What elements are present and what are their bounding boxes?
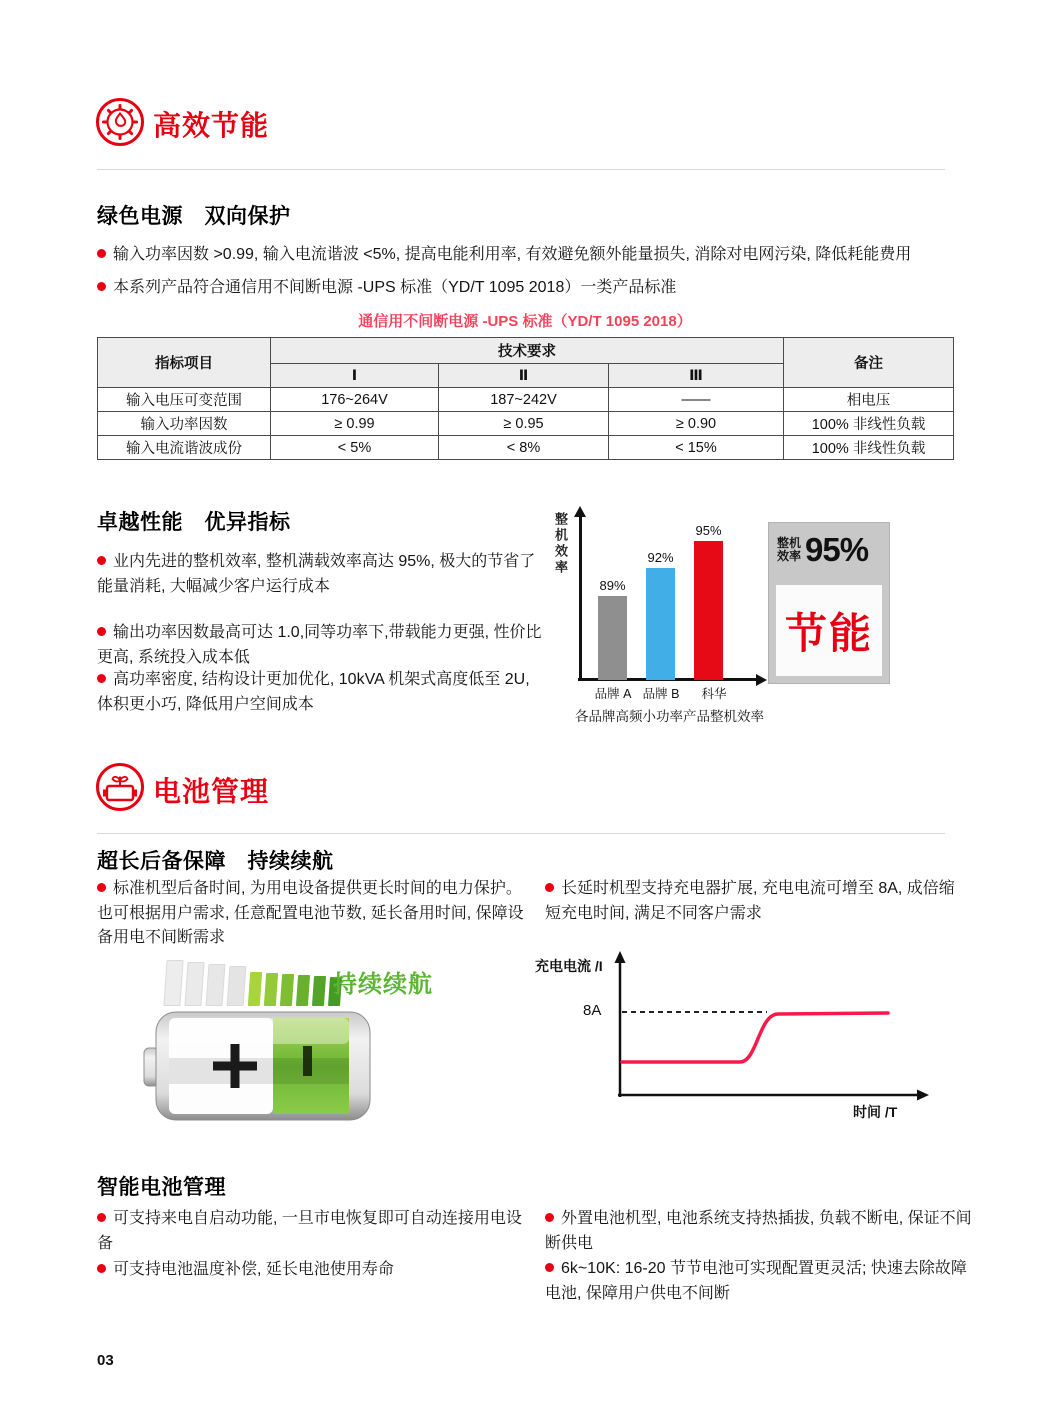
table-row: 输入功率因数 ≥ 0.99 ≥ 0.95 ≥ 0.90 100% 非线性负载 — [98, 412, 954, 436]
badge-panel — [776, 585, 882, 676]
bullet-performance-2: 输出功率因数最高可达 1.0,同等功率下,带载能力更强, 性价比更高, 系统投入成本低 — [97, 624, 542, 666]
battery-level-bar — [227, 966, 247, 1006]
battery-level-bar — [184, 962, 204, 1006]
battery-level-bar — [296, 975, 310, 1006]
bullet-dot — [545, 1263, 554, 1272]
battery-illustration — [143, 1006, 373, 1126]
battery-level-bar — [312, 976, 326, 1006]
bullet-backup-left: 标准机型后备时间, 为用电设备提供更长时间的电力保护。也可根据用户需求, 任意配置电池节数, 延长备用时间, 保障设备用电不间断需求 — [97, 880, 524, 946]
bullet-dot — [97, 249, 106, 258]
bullet-backup-right: 长延时机型支持充电器扩展, 充电电流可增至 8A, 成倍缩短充电时间, 满足不同客户需求 — [545, 880, 955, 922]
standards-table-title: 通信用不间断电源 -UPS 标准（YD/T 1095 2018） — [358, 313, 692, 330]
badge-value: 95% — [805, 531, 869, 568]
page-number: 03 — [97, 1352, 114, 1369]
badge-header — [769, 523, 889, 569]
divider — [97, 833, 945, 834]
y-axis — [579, 516, 582, 680]
bullet-dot — [97, 1264, 106, 1273]
bullet-green-power-2: 本系列产品符合通信用不间断电源 -UPS 标准（YD/T 1095 2018）一类产品标准 — [97, 276, 676, 301]
battery-level-bar — [248, 972, 262, 1006]
table-grade-3: Ⅲ — [609, 364, 784, 388]
bullet-dot — [97, 1213, 106, 1222]
ups-standards-table — [97, 337, 954, 460]
badge-label: 整机 效率 — [777, 536, 802, 563]
table-header-requirement: 技术要求 — [271, 338, 784, 364]
battery-management-icon — [95, 762, 145, 812]
line-chart-xlabel: 时间 /T — [853, 1104, 898, 1120]
bar-category-label: 品牌 B — [642, 687, 680, 701]
section-title-battery: 电池管理 — [153, 776, 270, 807]
bullet-performance-3: 高功率密度, 结构设计更加优化, 10kVA 机架式高度低至 2U, 体积更小巧, 降低用户空间成本 — [97, 671, 530, 713]
endurance-label: 持续续航 — [333, 971, 433, 998]
table-row: 输入电压可变范围 176~264V 187~242V —— 相电压 — [98, 388, 954, 412]
bullet-dot — [97, 627, 106, 636]
bullet-dot — [97, 556, 106, 565]
line-chart-canvas — [535, 950, 935, 1125]
heading-performance: 卓越性能 优异指标 — [97, 511, 291, 534]
line-chart-ylabel: 充电电流 /I — [535, 958, 603, 974]
heading-smart-battery: 智能电池管理 — [97, 1176, 226, 1199]
battery-level-bar — [206, 964, 226, 1006]
bar-brand-a: 89% — [598, 578, 627, 680]
battery-level-bar — [163, 960, 183, 1006]
line-chart-ymark: 8A — [583, 1002, 602, 1019]
bullet-smart-left-1: 可支持来电自启动功能, 一旦市电恢复即可自动连接用电设备 — [97, 1210, 522, 1252]
table-grade-1: Ⅰ — [271, 364, 439, 388]
charge-current-line-chart — [535, 950, 935, 1125]
x-axis-arrow — [756, 674, 767, 686]
bullet-dot — [97, 282, 106, 291]
bar-chart-caption: 各品牌高频小功率产品整机效率 — [575, 709, 764, 724]
table-header-item: 指标项目 — [98, 338, 271, 388]
bullet-smart-left-2: 可支持电池温度补偿, 延长电池使用寿命 — [97, 1258, 537, 1283]
battery-level-bar — [280, 974, 294, 1006]
bar-chart-ylabel: 整机效率 — [553, 512, 568, 576]
heading-backup: 超长后备保障 持续续航 — [97, 850, 334, 873]
badge-text: 节能 — [784, 609, 873, 657]
charge-current-curve — [622, 1013, 888, 1062]
bar-category-label: 品牌 A — [594, 687, 632, 701]
heading-green-power: 绿色电源 双向保护 — [97, 205, 291, 228]
bullet-dot — [545, 1213, 554, 1222]
efficiency-bar-chart — [545, 508, 780, 723]
bullet-green-power-1: 输入功率因数 >0.99, 输入电流谐波 <5%, 提高电能利用率, 有效避免额外能量损失, 消除对电网污染, 降低耗能费用 — [97, 243, 911, 268]
battery-level-bar — [264, 973, 278, 1006]
bullet-dot — [97, 883, 106, 892]
bullet-smart-right-1: 外置电池机型, 电池系统支持热插拔, 负载不断电, 保证不间断供电 — [545, 1210, 972, 1252]
efficiency-badge — [768, 522, 890, 684]
table-header-note: 备注 — [784, 338, 954, 388]
efficiency-gear-flame-icon — [95, 97, 145, 147]
table-grade-2: Ⅱ — [439, 364, 609, 388]
bar-category-label: 科华 — [701, 687, 727, 701]
bullet-dot — [97, 674, 106, 683]
bar-brand-b: 92% — [646, 550, 675, 680]
bullet-dot — [545, 883, 554, 892]
divider — [97, 169, 945, 170]
bar-kehua: 95% — [694, 523, 723, 680]
bullet-smart-right-2: 6k~10K: 16-20 节节电池可实现配置更灵活; 快速去除故障电池, 保障用户供电不间断 — [545, 1260, 967, 1302]
section-title-energy: 高效节能 — [153, 110, 270, 141]
bullet-performance-1: 业内先进的整机效率, 整机满载效率高达 95%, 极大的节省了能量消耗, 大幅减少客户运行成本 — [97, 553, 536, 595]
battery-level-bars — [165, 960, 341, 1006]
table-row: 输入电流谐波成份 < 5% < 8% < 15% 100% 非线性负载 — [98, 436, 954, 460]
